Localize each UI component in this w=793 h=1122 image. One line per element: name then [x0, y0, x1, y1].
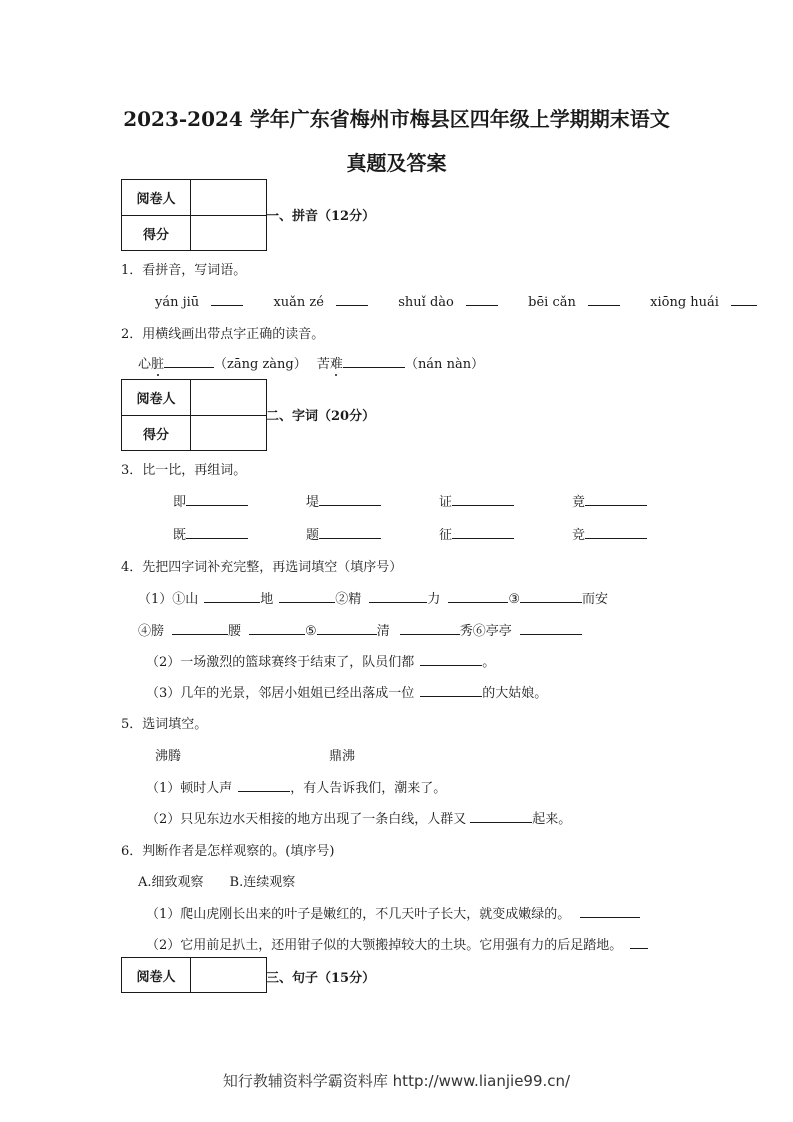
q4-sentence-3 — [146, 682, 547, 701]
q4-blank[interactable] — [317, 620, 377, 635]
q3-char: 竟 — [572, 495, 586, 510]
q4-blank[interactable] — [520, 588, 582, 603]
q3-row2-item1 — [173, 524, 248, 543]
q1-pinyin-row — [155, 291, 757, 310]
q2-blank-2[interactable] — [343, 353, 405, 368]
q6-text: （1）爬山虎刚长出来的叶子是嫩红的，不几天叶子长大，就变成嫩绿的。 — [146, 907, 571, 922]
q4-line1 — [138, 588, 608, 607]
q6-sentence-2 — [146, 934, 648, 953]
doc-title-line1: 2023-2024 学年广东省梅州市梅县区四年级上学期期末语文 — [123, 107, 670, 131]
q5-text: （2）只见东边水天相接的地方出现了一条白线，人群又 — [146, 812, 467, 827]
q3-blank[interactable] — [585, 491, 647, 506]
q4-blank[interactable] — [420, 682, 482, 697]
score-table-3 — [121, 957, 267, 993]
doc-title-line2: 真题及答案 — [346, 151, 447, 175]
score-table-2 — [121, 379, 267, 451]
score-table-1 — [121, 179, 267, 251]
q4-text: ④膀 — [138, 624, 165, 639]
q1-blank-2[interactable] — [336, 291, 368, 306]
q4-text: 而安 — [581, 592, 608, 607]
q3-char: 既 — [173, 528, 187, 543]
q3-row2-item4 — [572, 524, 647, 543]
q3-row2-item3 — [439, 524, 514, 543]
q2-blank-1[interactable] — [164, 353, 214, 368]
q6-blank[interactable] — [630, 934, 648, 949]
q4-blank[interactable] — [369, 588, 427, 603]
q2-word2-dotted-char: 难 — [329, 357, 343, 372]
q4-blank[interactable] — [420, 651, 482, 666]
q2-word2-options: （nán nàn） — [404, 357, 485, 372]
q2-word1-options: （zāng zàng） — [214, 357, 307, 372]
q1-blank-1[interactable] — [211, 291, 243, 306]
q6-options: A.细致观察 B.连续观察 — [138, 875, 296, 890]
q5-blank[interactable] — [238, 777, 290, 792]
q3-char: 堤 — [306, 495, 320, 510]
q6-text: （2）它用前足扒土，还用钳子似的大颚搬掉较大的土块。它用强有力的后足踏地。 — [146, 938, 623, 953]
reviewer-label: 阅卷人 — [122, 380, 191, 416]
score-label: 得分 — [122, 416, 191, 451]
q4-text: 清 — [376, 624, 390, 639]
reviewer-cell — [191, 958, 267, 993]
footer-watermark: 知行教辅资料学霸资料库 http://www.lianjie99.cn/ — [222, 1072, 571, 1090]
q5-sentence-1 — [146, 777, 446, 796]
q1-stem: 1．看拼音，写词语。 — [121, 263, 247, 278]
q4-text: 腰 — [228, 624, 242, 639]
q4-text: 。 — [482, 655, 496, 670]
q4-text: （2）一场激烈的篮球赛终于结束了，队员们都 — [146, 655, 415, 670]
q4-blank[interactable] — [279, 588, 335, 603]
q4-blank[interactable] — [249, 620, 305, 635]
q3-char: 即 — [173, 495, 187, 510]
q3-blank[interactable] — [319, 524, 381, 539]
q4-blank[interactable] — [172, 620, 228, 635]
score-label: 得分 — [122, 216, 191, 251]
q1-pinyin-5: xiōng huái — [650, 295, 719, 310]
q3-blank[interactable] — [585, 524, 647, 539]
score-cell — [191, 416, 267, 451]
q5-stem: 5．选词填空。 — [121, 717, 208, 732]
q3-blank[interactable] — [186, 524, 248, 539]
q5-text: 起来。 — [532, 812, 572, 827]
q4-text: ③ — [508, 592, 520, 607]
q3-char: 竞 — [572, 528, 586, 543]
q2-word2-char1: 苦 — [316, 357, 330, 372]
q4-text: （3）几年的光景，邻居小姐姐已经出落成一位 — [146, 686, 415, 701]
q1-pinyin-2: xuǎn zé — [273, 295, 324, 310]
score-cell — [191, 216, 267, 251]
reviewer-cell — [191, 380, 267, 416]
q6-stem: 6．判断作者是怎样观察的。(填序号) — [121, 844, 335, 859]
reviewer-cell — [191, 180, 267, 216]
q3-char: 征 — [439, 528, 453, 543]
q3-row1-item3 — [439, 491, 514, 510]
q2-words-row — [138, 353, 484, 372]
q3-row2-item2 — [306, 524, 381, 543]
q3-char: 证 — [439, 495, 453, 510]
q4-blank[interactable] — [204, 588, 260, 603]
q4-blank[interactable] — [520, 620, 582, 635]
q2-stem: 2．用横线画出带点字正确的读音。 — [121, 327, 325, 342]
q3-blank[interactable] — [452, 491, 514, 506]
q3-blank[interactable] — [452, 524, 514, 539]
q5-text: （1）顿时人声 — [146, 781, 233, 796]
q1-pinyin-4: bēi cǎn — [528, 295, 576, 310]
q5-blank[interactable] — [470, 808, 532, 823]
q1-blank-4[interactable] — [588, 291, 620, 306]
q4-text: （1）①山 — [138, 592, 199, 607]
q4-text: 秀⑥亭亭 — [459, 624, 512, 639]
q4-text: 地 — [260, 592, 274, 607]
q5-word-1: 沸腾 — [155, 749, 182, 764]
q1-pinyin-1: yán jiū — [155, 295, 200, 310]
q4-sentence-2 — [146, 651, 495, 670]
q3-blank[interactable] — [186, 491, 248, 506]
q4-line2 — [138, 620, 582, 639]
q4-blank[interactable] — [400, 620, 460, 635]
q5-text: ，有人告诉我们，潮来了。 — [290, 781, 447, 796]
q4-text: 的大姑娘。 — [482, 686, 548, 701]
q3-char: 题 — [306, 528, 320, 543]
q1-blank-3[interactable] — [466, 291, 498, 306]
section-2-heading: 二、字词（20分） — [266, 409, 376, 424]
q4-blank[interactable] — [448, 588, 508, 603]
q2-word1-char1: 心 — [138, 357, 152, 372]
q1-pinyin-3: shuǐ dào — [398, 295, 454, 310]
q5-word-2: 鼎沸 — [329, 749, 356, 764]
reviewer-label: 阅卷人 — [122, 180, 191, 216]
reviewer-label: 阅卷人 — [122, 958, 191, 993]
q2-word1-dotted-char: 脏 — [151, 357, 165, 372]
q6-blank[interactable] — [580, 903, 640, 918]
q3-row1-item2 — [306, 491, 381, 510]
q4-text: 力 — [427, 592, 441, 607]
q6-sentence-1 — [146, 903, 640, 922]
q1-blank-5[interactable] — [731, 291, 757, 306]
section-1-heading: 一、拼音（12分） — [266, 209, 376, 224]
q3-row1-item1 — [173, 491, 248, 510]
q3-row1-item4 — [572, 491, 647, 510]
q4-text: ⑤ — [305, 624, 317, 639]
q3-blank[interactable] — [319, 491, 381, 506]
q4-stem: 4．先把四字词补充完整，再选词填空（填序号） — [121, 560, 403, 575]
q3-stem: 3．比一比，再组词。 — [121, 463, 247, 478]
q4-text: ②精 — [335, 592, 362, 607]
q5-sentence-2 — [146, 808, 571, 827]
section-3-heading: 三、句子（15分） — [266, 971, 376, 986]
